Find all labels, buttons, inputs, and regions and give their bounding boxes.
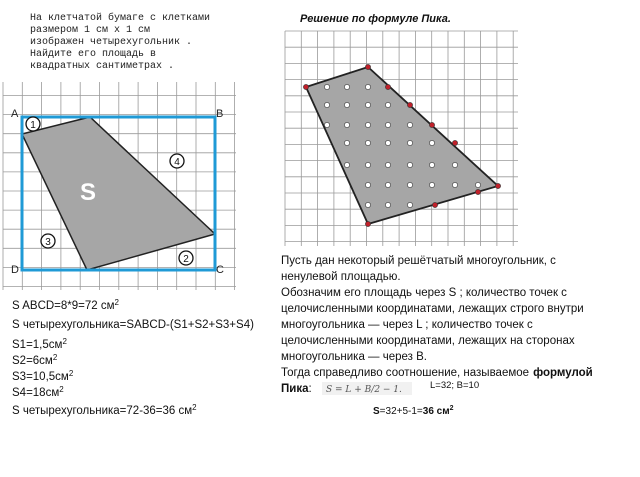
paragraph-line: многоугольника — через B. xyxy=(281,351,428,363)
solution-line: $S1=1,5см^2$ xyxy=(12,337,67,351)
interior-point xyxy=(385,182,390,187)
solution-line: S четырехугольника=72-36=36 $см^2$ xyxy=(12,403,197,417)
paragraph-line: Пусть дан некоторый решётчатый многоугольник, с xyxy=(281,255,556,267)
interior-point xyxy=(385,122,390,127)
pick-paragraph xyxy=(281,255,593,395)
interior-point xyxy=(407,140,412,145)
interior-point xyxy=(365,122,370,127)
problem-line: изображен четырехугольник . xyxy=(30,37,193,48)
pick-result: S=32+5-1=36 $см^2$ xyxy=(373,405,454,417)
problem-line: размером 1 см х 1 см xyxy=(30,25,151,36)
left-panel xyxy=(0,0,254,417)
paragraph-line: Обозначим его площадь через S ; количество точек с xyxy=(281,287,567,299)
problem-line: Найдите его площадь в xyxy=(30,49,157,60)
boundary-point xyxy=(432,202,437,207)
left-solution xyxy=(12,298,254,417)
solution-line: $S4=18см^2$ xyxy=(12,385,64,399)
interior-point xyxy=(365,140,370,145)
region-number: 1 xyxy=(30,120,36,131)
interior-point xyxy=(407,202,412,207)
corner-label-c: C xyxy=(216,264,224,276)
interior-point xyxy=(365,84,370,89)
pick-formula: S = L + B/2 − 1. xyxy=(326,385,402,395)
interior-point xyxy=(344,122,349,127)
corner-label-a: A xyxy=(11,108,19,120)
boundary-point xyxy=(365,64,370,69)
interior-point xyxy=(407,122,412,127)
boundary-point xyxy=(475,189,480,194)
region-number: 3 xyxy=(45,237,51,248)
interior-point xyxy=(475,182,480,187)
paragraph-line: целочисленными координатами, лежащих на сторонах xyxy=(281,335,575,347)
region-marker-2 xyxy=(179,251,193,265)
interior-point xyxy=(365,102,370,107)
boundary-point xyxy=(365,221,370,226)
boundary-point xyxy=(495,183,500,188)
paragraph-line: Тогда справедливо соотношение, называемое формулой xyxy=(281,367,593,379)
region-marker-4 xyxy=(170,154,184,168)
interior-point xyxy=(407,182,412,187)
solution-line: S ABCD=8*9=72 $см^2$ xyxy=(12,298,119,312)
interior-point xyxy=(385,162,390,167)
problem-line: На клетчатой бумаге с клетками xyxy=(30,13,211,24)
solution-line: S четырехугольника=SABCD-(S1+S2+S3+S4) xyxy=(12,319,254,331)
interior-point xyxy=(324,102,329,107)
boundary-point xyxy=(407,102,412,107)
region-number: 4 xyxy=(174,157,180,168)
paragraph-line: целочисленными координатами, лежащих строго внутри xyxy=(281,303,584,315)
area-label: S xyxy=(79,179,97,206)
solution-line: $S3=10,5см^2$ xyxy=(12,369,74,383)
boundary-point xyxy=(303,84,308,89)
region-marker-1 xyxy=(26,117,40,131)
formula-word: формулой xyxy=(533,367,593,379)
interior-point xyxy=(365,182,370,187)
interior-point xyxy=(429,182,434,187)
pick-title: Решение по формуле Пика. xyxy=(300,13,451,25)
interior-point xyxy=(324,122,329,127)
problem-line: квадратных сантиметрах . xyxy=(30,61,175,72)
interior-point xyxy=(429,162,434,167)
interior-point xyxy=(344,102,349,107)
pick-values: L=32; B=10 xyxy=(430,380,480,391)
paragraph-line: Пика: xyxy=(281,383,312,395)
region-number: 2 xyxy=(183,254,189,265)
paragraph-line: многоугольника — через L ; количество точек с xyxy=(281,319,533,331)
pick-name: Пика xyxy=(281,383,309,395)
interior-point xyxy=(407,162,412,167)
interior-point xyxy=(385,140,390,145)
pick-polygon xyxy=(306,67,498,224)
interior-point xyxy=(365,162,370,167)
boundary-point xyxy=(385,84,390,89)
interior-point xyxy=(452,182,457,187)
interior-point xyxy=(385,102,390,107)
interior-point xyxy=(344,84,349,89)
corner-label-d: D xyxy=(11,264,19,276)
interior-point xyxy=(344,162,349,167)
interior-point xyxy=(365,202,370,207)
interior-point xyxy=(385,202,390,207)
paragraph-line: ненулевой площадью. xyxy=(281,271,401,283)
interior-point xyxy=(324,84,329,89)
region-marker-3 xyxy=(41,234,55,248)
interior-point xyxy=(452,162,457,167)
boundary-point xyxy=(429,122,434,127)
corner-label-b: B xyxy=(216,108,224,120)
interior-point xyxy=(429,140,434,145)
interior-point xyxy=(344,140,349,145)
right-panel xyxy=(281,13,593,417)
boundary-point xyxy=(452,140,457,145)
solution-line: $S2=6см^2$ xyxy=(12,353,58,367)
